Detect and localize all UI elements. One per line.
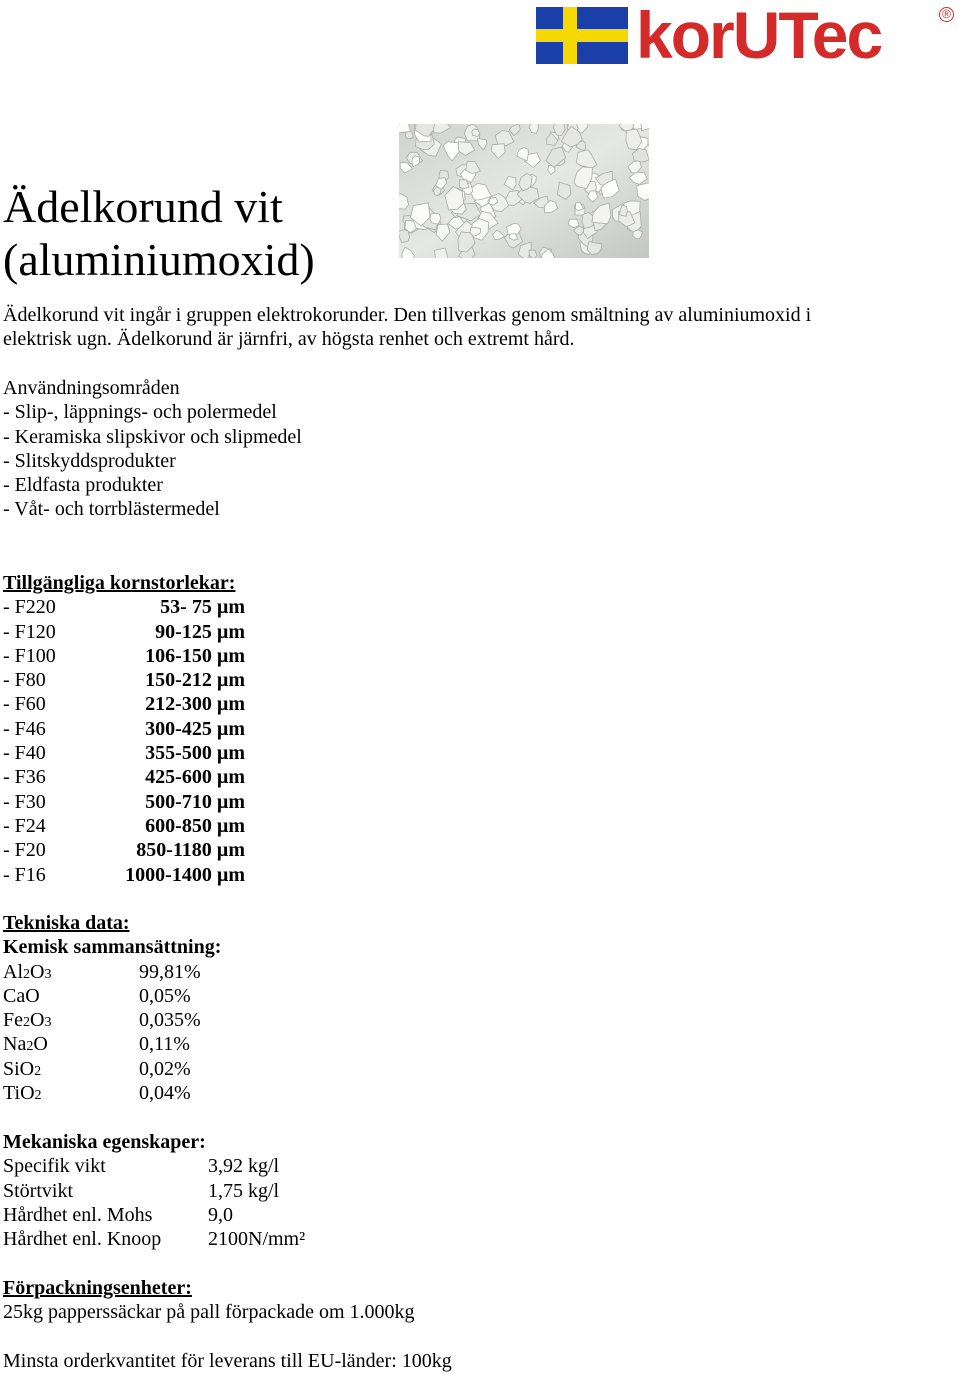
grain-size-row	[3, 717, 263, 741]
grain-size-row	[3, 595, 263, 619]
formula-part: O	[30, 960, 45, 983]
grain-range: 300-425 µm	[145, 717, 245, 740]
mechanical-row	[3, 1203, 343, 1227]
formula-subscript: 2	[34, 1088, 42, 1104]
registered-mark: ®	[939, 7, 954, 22]
mechanical-value: 1,75 kg/l	[208, 1179, 280, 1202]
applications-list	[3, 400, 302, 521]
application-item: - Slip-, läppnings- och polermedel	[3, 401, 277, 424]
chem-row	[3, 1081, 303, 1105]
intro-paragraph	[3, 303, 811, 352]
formula-subscript: 2	[23, 966, 30, 982]
formula-subscript: 2	[26, 1039, 34, 1055]
grain-range: 600-850 µm	[145, 814, 245, 837]
grain-grade: - F60	[3, 693, 46, 716]
grain-grade: - F36	[3, 766, 46, 789]
mechanical-row	[3, 1179, 343, 1203]
chem-row	[3, 1032, 303, 1056]
grain-grade: - F100	[3, 644, 56, 667]
applications-section	[3, 376, 302, 522]
chem-row	[3, 1057, 303, 1081]
mechanical-row	[3, 1227, 343, 1251]
chem-formula	[3, 1082, 42, 1104]
mechanical-section	[3, 1130, 343, 1251]
grain-sizes-table	[3, 595, 263, 887]
chem-formula	[3, 1009, 51, 1031]
grain-sizes-section	[3, 571, 263, 887]
chem-row	[3, 984, 303, 1008]
chem-value: 99,81%	[139, 960, 201, 983]
mechanical-table	[3, 1154, 343, 1251]
chem-value: 0,035%	[139, 1009, 201, 1032]
applications-heading: Användningsområden	[3, 377, 180, 399]
page-title	[3, 180, 315, 286]
product-photo	[399, 124, 649, 258]
formula-part: CaO	[3, 984, 40, 1007]
formula-part: TiO	[3, 1082, 35, 1105]
grain-sizes-heading: Tillgängliga kornstorlekar:	[3, 572, 236, 594]
title-line-1: Ädelkorund vit	[3, 181, 283, 232]
formula-subscript: 2	[23, 1015, 30, 1031]
mechanical-value: 3,92 kg/l	[208, 1155, 280, 1178]
grain-grade: - F120	[3, 620, 56, 643]
grain-size-row	[3, 668, 263, 692]
grain-range: 425-600 µm	[145, 766, 245, 789]
grain-size-row	[3, 790, 263, 814]
title-line-2: (aluminiumoxid)	[3, 234, 315, 285]
grain-size-row	[3, 644, 263, 668]
grain-range: 90-125 µm	[155, 620, 245, 643]
application-item: - Slitskyddsprodukter	[3, 449, 176, 472]
mechanical-label: Hårdhet enl. Mohs	[3, 1203, 153, 1226]
grain-texture	[430, 213, 441, 224]
grain-range: 500-710 µm	[145, 790, 245, 813]
chem-heading: Kemisk sammansättning:	[3, 936, 222, 959]
grain-grade: - F20	[3, 839, 46, 862]
chem-formula	[3, 961, 51, 983]
chem-value: 0,11%	[139, 1033, 190, 1056]
formula-part: Al	[3, 960, 23, 983]
grain-size-row	[3, 741, 263, 765]
technical-heading: Tekniska data:	[3, 912, 130, 934]
grain-grade: - F40	[3, 742, 46, 765]
grain-range: 150-212 µm	[145, 669, 245, 692]
mechanical-heading: Mekaniska egenskaper:	[3, 1131, 206, 1153]
grain-range: 850-1180 µm	[136, 839, 245, 862]
application-item: - Keramiska slipskivor och slipmedel	[3, 425, 302, 448]
grain-grade: - F46	[3, 717, 46, 740]
packaging-section	[3, 1276, 415, 1325]
formula-part: SiO	[3, 1057, 35, 1080]
grain-size-row	[3, 838, 263, 862]
mechanical-row	[3, 1154, 343, 1178]
mechanical-value: 9,0	[208, 1203, 233, 1226]
chem-value: 0,02%	[139, 1057, 191, 1080]
grain-size-row	[3, 863, 263, 887]
chem-formula	[3, 985, 40, 1007]
formula-subscript: 2	[34, 1063, 42, 1079]
company-logo	[536, 0, 956, 72]
chem-formula	[3, 1058, 41, 1080]
chem-value: 0,05%	[139, 984, 191, 1007]
formula-part: Fe	[3, 1009, 23, 1032]
formula-part: Na	[3, 1033, 27, 1056]
mechanical-label: Störtvikt	[3, 1179, 74, 1202]
formula-subscript: 3	[44, 966, 52, 982]
mechanical-label: Specifik vikt	[3, 1155, 106, 1178]
intro-line-1: Ädelkorund vit ingår i gruppen elektrokorunder. Den tillverkas genom smältning av aluminiumoxid i	[3, 304, 812, 326]
chem-row	[3, 960, 303, 984]
grain-range: 355-500 µm	[145, 742, 245, 765]
mechanical-label: Hårdhet enl. Knoop	[3, 1228, 162, 1251]
grain-grade: - F24	[3, 814, 46, 837]
mechanical-value: 2100N/mm²	[208, 1228, 306, 1251]
grain-grade: - F30	[3, 790, 46, 813]
formula-part: O	[33, 1033, 48, 1056]
grain-range: 106-150 µm	[145, 644, 245, 667]
grain-size-row	[3, 765, 263, 789]
packaging-heading: Förpackningsenheter:	[3, 1277, 192, 1299]
formula-subscript: 3	[44, 1015, 52, 1031]
technical-section	[3, 911, 303, 1105]
grain-range: 53- 75 µm	[160, 596, 245, 619]
brand-wordmark	[636, 0, 956, 72]
chem-formula	[3, 1033, 48, 1055]
grain-texture	[399, 124, 410, 133]
grain-size-row	[3, 620, 263, 644]
application-item: - Våt- och torrblästermedel	[3, 498, 220, 521]
formula-part: O	[30, 1009, 45, 1032]
grain-grade: - F220	[3, 596, 56, 619]
grain-size-row	[3, 814, 263, 838]
packaging-text: 25kg papperssäckar på pall förpackade om 1.000kg	[3, 1301, 415, 1324]
grain-size-row	[3, 692, 263, 716]
chem-row	[3, 1008, 303, 1032]
grain-range: 1000-1400 µm	[125, 863, 245, 886]
sweden-flag-icon	[536, 7, 628, 64]
min-order-text: Minsta orderkvantitet för leverans till EU-länder: 100kg	[3, 1350, 452, 1372]
brand-name: korUTec	[636, 0, 882, 72]
chem-value: 0,04%	[139, 1082, 191, 1105]
grain-grade: - F16	[3, 863, 46, 886]
grain-grade: - F80	[3, 669, 46, 692]
intro-line-2: elektrisk ugn. Ädelkorund är järnfri, av högsta renhet och extremt hård.	[3, 328, 575, 351]
grain-range: 212-300 µm	[145, 693, 245, 716]
application-item: - Eldfasta produkter	[3, 474, 163, 497]
chemical-composition-table	[3, 960, 303, 1106]
